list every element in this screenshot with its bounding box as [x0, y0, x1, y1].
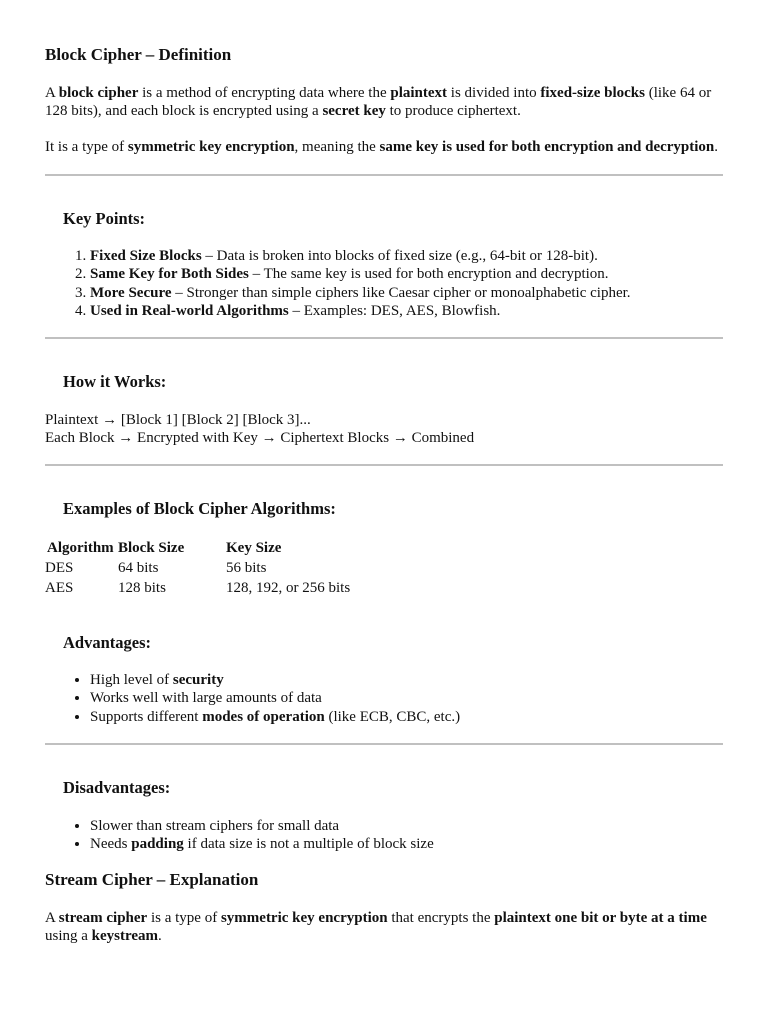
text-run: , meaning the: [294, 139, 380, 155]
text-run: (like ECB, CBC, etc.): [324, 708, 461, 725]
bold-text: stream cipher: [58, 910, 148, 926]
list-item: 3. More Secure – Stronger than simple ciphers like Caesar cipher or monoalphabetic cipher.: [90, 284, 631, 302]
text-run: .: [714, 139, 719, 155]
text-run: that encrypts the: [387, 910, 495, 926]
table-row: [45, 558, 350, 578]
bold-text: plaintext: [390, 85, 448, 101]
cell-key-size: 128, 192, or 256 bits: [226, 580, 351, 596]
text-run: is divided into: [447, 85, 541, 101]
advantages-list: [45, 671, 460, 726]
list-item: [90, 835, 434, 853]
bold-text: symmetric key encryption: [127, 139, 295, 155]
text-run: using a: [45, 928, 92, 944]
list-item: 2. Same Key for Both Sides – The same key is used for both encryption and decryption.: [90, 265, 631, 283]
cell-block-size: 64 bits: [118, 560, 159, 576]
text-run: is a method of encrypting data where the: [138, 85, 391, 101]
divider: [45, 337, 723, 339]
text-run: High level of: [90, 672, 173, 688]
list-item: 1. Fixed Size Blocks – Data is broken into blocks of fixed size (e.g., 64-bit or 128-bit).: [90, 247, 631, 265]
bold-text: secret key: [322, 103, 386, 119]
bold-text: padding: [131, 836, 184, 853]
list-item: [90, 817, 434, 835]
divider: [45, 174, 723, 176]
text-run: if data size is not a multiple of block size: [183, 836, 434, 853]
algorithms-table: [45, 538, 350, 598]
list-item: [90, 671, 460, 689]
key-points-list: [45, 247, 631, 320]
bold-text: same key is used for both encryption and decryption: [379, 139, 715, 155]
list-item: [90, 708, 460, 726]
bold-text: symmetric key encryption: [220, 910, 388, 926]
bold-text: plaintext one bit or byte at a time: [494, 910, 707, 926]
column-header-algorithm: Algorithm: [47, 540, 114, 556]
text-run: is a type of: [147, 910, 221, 926]
text-run: A: [45, 910, 59, 926]
bold-text: modes of operation: [202, 708, 325, 725]
list-item: 4. Used in Real-world Algorithms – Examples: DES, AES, Blowfish.: [90, 302, 631, 320]
list-item: [90, 689, 460, 707]
cell-algorithm: AES: [45, 580, 74, 596]
column-header-key-size: Key Size: [226, 540, 282, 556]
divider: [45, 743, 723, 745]
key-points-heading: Key Points:: [63, 209, 146, 228]
text-run: Slower than stream ciphers for small data: [90, 818, 340, 834]
block-cipher-definition: [45, 84, 730, 120]
table-row: [45, 578, 350, 598]
text-run: to produce ciphertext.: [385, 103, 521, 119]
text-run: .: [158, 928, 162, 944]
text-run: Supports different: [90, 708, 203, 725]
stream-cipher-definition: [45, 909, 730, 945]
bold-text: security: [172, 672, 224, 688]
advantages-heading: Advantages:: [63, 633, 152, 652]
text-run: Works well with large amounts of data: [90, 690, 322, 707]
flow-line-plaintext: Plaintext → [Block 1] [Block 2] [Block 3]...: [45, 412, 311, 428]
disadvantages-list: [45, 817, 434, 854]
text-run: A: [45, 85, 59, 101]
text-run: It is a type of: [45, 139, 128, 155]
block-cipher-title: Block Cipher – Definition: [45, 45, 232, 64]
text-run: Needs: [90, 836, 132, 853]
bold-text: block cipher: [58, 85, 139, 101]
cell-block-size: 128 bits: [118, 580, 166, 596]
stream-cipher-title: Stream Cipher – Explanation: [45, 870, 259, 889]
cell-algorithm: DES: [45, 560, 74, 576]
flow-line-encryption: Each Block → Encrypted with Key → Ciphertext Blocks → Combined: [45, 430, 475, 446]
column-header-block-size: Block Size: [118, 540, 185, 556]
divider: [45, 464, 723, 466]
how-it-works-flow: [45, 411, 474, 447]
table-header-row: [45, 538, 350, 558]
disadvantages-heading: Disadvantages:: [63, 778, 171, 797]
how-it-works-heading: How it Works:: [63, 372, 167, 391]
bold-text: fixed-size blocks: [540, 85, 645, 101]
text-run: (like 64 or 128 bits), and each block is encrypted using a: [45, 85, 712, 119]
examples-heading: Examples of Block Cipher Algorithms:: [63, 499, 336, 518]
symmetric-key-paragraph: [45, 138, 730, 156]
cell-key-size: 56 bits: [226, 560, 267, 576]
bold-text: keystream: [91, 928, 159, 944]
